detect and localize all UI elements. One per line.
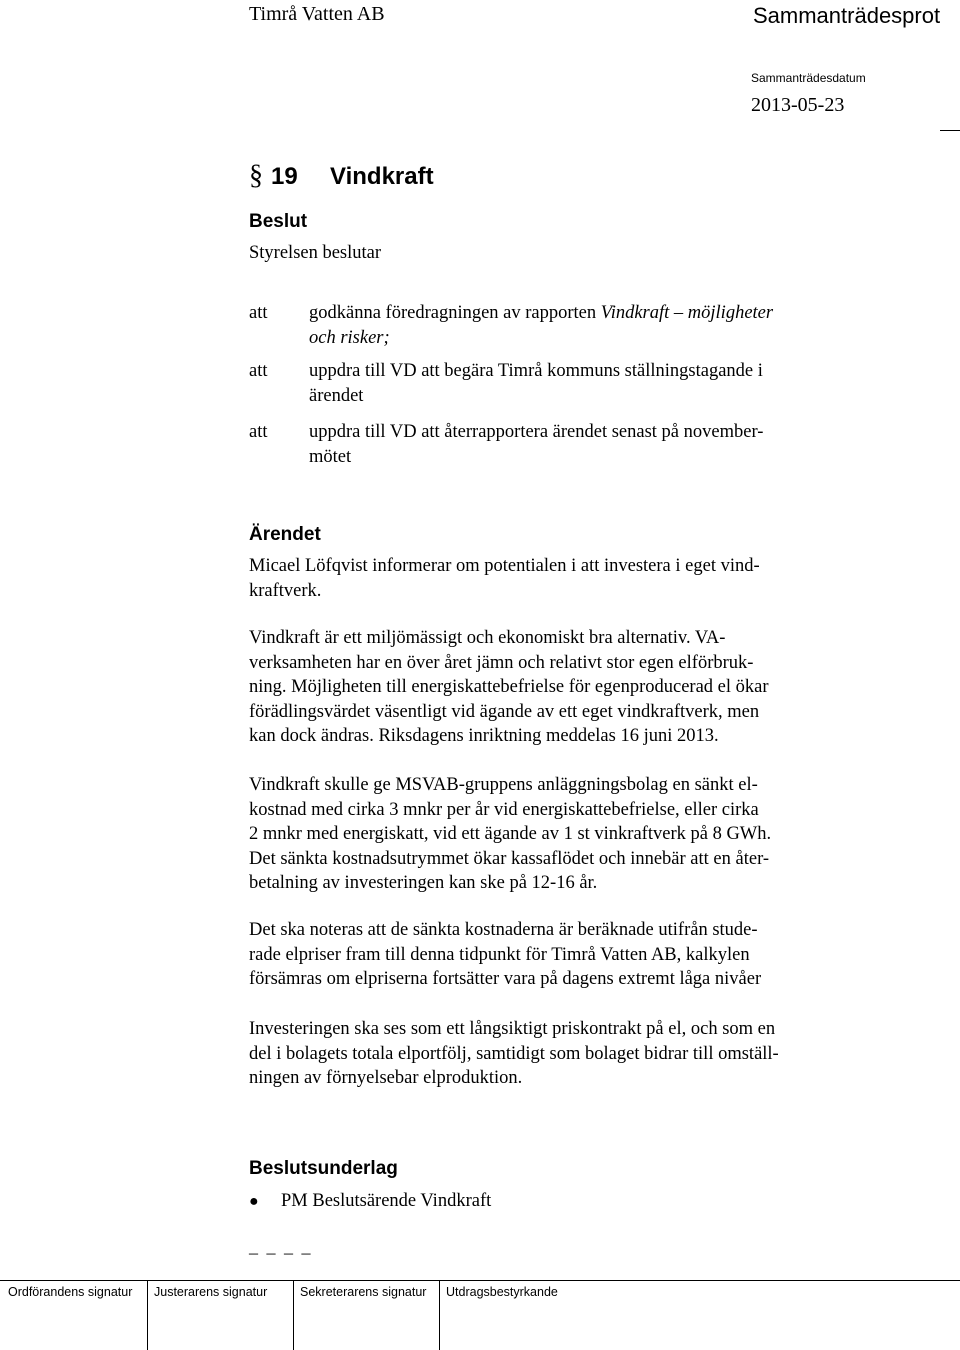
decision-text (309, 420, 869, 469)
decision-marker: att (249, 303, 268, 323)
decision-marker: att (249, 422, 268, 442)
signature-label-extract: Utdragsbestyrkande (446, 1285, 558, 1299)
report-title-cont: och risker; (309, 327, 390, 348)
decision-line: ärendet (309, 385, 364, 406)
beslut-heading: Beslut (249, 211, 308, 232)
header-divider (940, 130, 960, 131)
signature-box-divider (439, 1280, 440, 1350)
document-type: Sammanträdesprot (753, 3, 941, 28)
bullet-icon: ● (249, 1193, 259, 1210)
text-line: Micael Löfqvist informerar om potentialen i att investera i eget vind- (249, 556, 760, 576)
text-line: Investeringen ska ses som ett långsiktigt priskontrakt på el, och som en (249, 1019, 776, 1039)
text-line: kostnad med cirka 3 mnkr per år vid energiskattebefrielse, eller cirka (249, 799, 759, 820)
decision-text (309, 359, 869, 408)
text-line: försämras om elpriserna fortsätter vara på dagens extremt låga nivåer (249, 969, 762, 989)
meeting-date: 2013-05-23 (751, 94, 845, 116)
paragraph (249, 1017, 869, 1091)
text-line: Vindkraft skulle ge MSVAB-gruppens anläggningsbolag en sänkt el- (249, 775, 758, 795)
decision-line: uppdra till VD att begära Timrå kommuns ställningstagande i (309, 361, 763, 381)
text-line: kraftverk. (249, 580, 322, 601)
paragraph (249, 626, 869, 749)
signature-divider (0, 1280, 960, 1281)
text-line: Det sänkta kostnadsutrymmet ökar kassaflödet och innebär att en åter- (249, 848, 770, 869)
decision-text (309, 301, 869, 350)
text-line: del i bolagets totala elportfölj, samtidigt som bolaget bidrar till omställ- (249, 1043, 779, 1064)
paragraph (249, 773, 869, 896)
decision-line: mötet (309, 446, 352, 467)
beslut-intro: Styrelsen beslutar (249, 243, 382, 263)
text-line: verksamheten har en över året jämn och relativt stor egen elförbruk- (249, 652, 754, 673)
signature-label-adjuster: Justerarens signatur (154, 1285, 268, 1299)
decision-marker: att (249, 361, 268, 381)
text-line: ningen av förnyelsebar elproduktion. (249, 1068, 523, 1088)
signature-label-secretary: Sekreterarens signatur (300, 1285, 427, 1299)
decision-text-part: godkänna föredragningen av rapporten (309, 303, 601, 323)
text-line: ning. Möjligheten till energiskattebefrielse för egenproducerad el ökar (249, 677, 769, 697)
text-line: förädlingsvärdet väsentligt vid ägande av ett eget vindkraftverk, men (249, 701, 760, 722)
signature-label-chairman: Ordförandens signatur (8, 1285, 133, 1299)
organization-name: Timrå Vatten AB (249, 3, 385, 25)
text-line: Det ska noteras att de sänkta kostnaderna är beräknade utifrån stude- (249, 920, 758, 940)
paragraph (249, 554, 869, 603)
list-item (249, 1191, 491, 1212)
text-line: kan dock ändras. Riksdagens inriktning meddelas 16 juni 2013. (249, 726, 719, 746)
signature-box-divider (147, 1280, 148, 1350)
text-line: betalning av investeringen kan ske på 12-16 år. (249, 873, 598, 893)
date-label: Sammanträdesdatum (751, 71, 866, 85)
text-line: 2 mnkr med energiskatt, vid ett ägande av 1 st vinkraftverk på 8 GWh. (249, 824, 772, 844)
section-title: Vindkraft (330, 163, 434, 190)
beslutsunderlag-heading: Beslutsunderlag (249, 1158, 398, 1179)
section-heading (249, 160, 434, 192)
arendet-heading: Ärendet (249, 524, 321, 545)
text-line: Vindkraft är ett miljömässigt och ekonomiskt bra alternativ. VA- (249, 628, 726, 648)
text-line: rade elpriser fram till denna tidpunkt för Timrå Vatten AB, kalkylen (249, 944, 750, 965)
section-number: 19 (271, 163, 298, 190)
paragraph-symbol: § (249, 160, 263, 191)
report-title: Vindkraft – möjligheter (600, 303, 774, 323)
paragraph (249, 918, 869, 992)
decision-line: uppdra till VD att återrapportera ärendet senast på november- (309, 422, 764, 442)
signature-box-divider (293, 1280, 294, 1350)
end-marker: _ _ _ _ (249, 1236, 313, 1256)
list-item-label: PM Beslutsärende Vindkraft (281, 1191, 492, 1211)
